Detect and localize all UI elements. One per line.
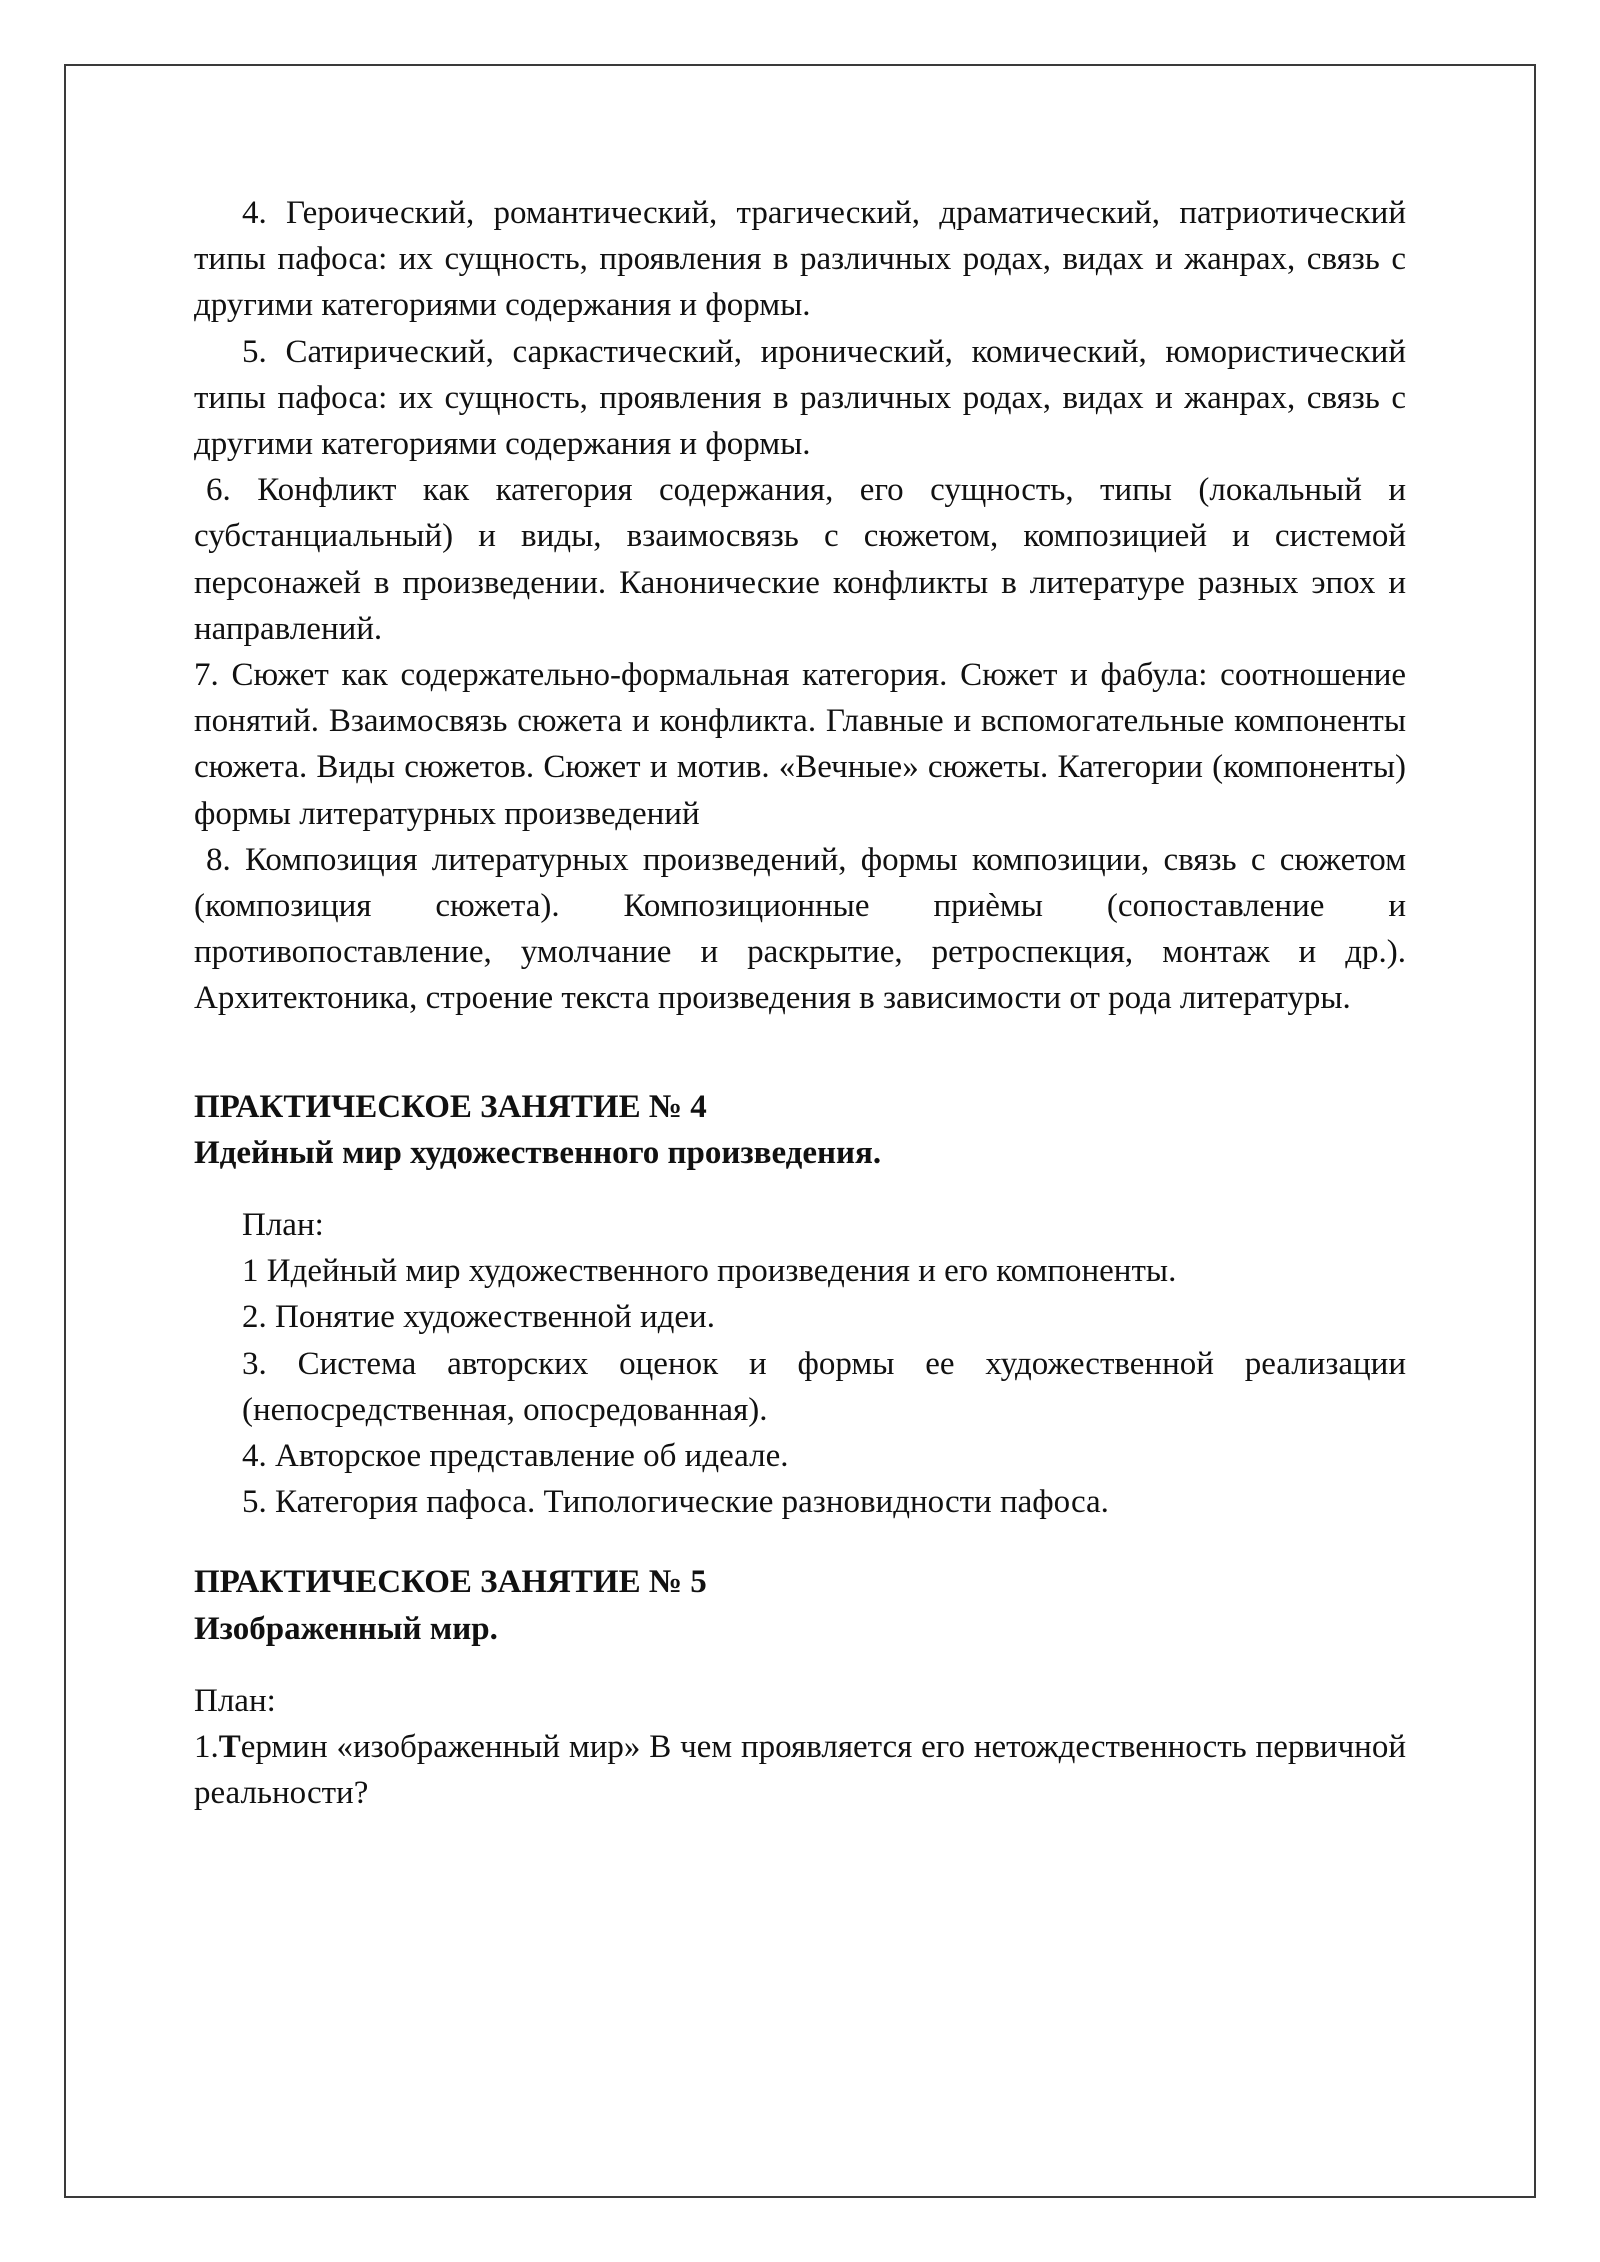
- paragraph-5: 5. Сатирический, саркастический, иронический, комический, юмористический типы пафоса: их сущность, проявления в различных родах, видах и жанрах, связь с другими категориями содержания и формы.: [194, 333, 1406, 463]
- session-5-item-1-number: 1.: [194, 1729, 219, 1766]
- session-4-plan-item-3: 3. Система авторских оценок и формы ее художественной реализации (непосредственная, опосредованная).: [242, 1345, 1406, 1428]
- session-4-plan-item-4: 4. Авторское представление об идеале.: [242, 1438, 789, 1475]
- session-5-item-1-bold-letter: Т: [218, 1729, 241, 1766]
- practical-session-4: [194, 1084, 1406, 1526]
- session-5-plan-item-1: [194, 1724, 1406, 1816]
- practical-session-5: [194, 1559, 1406, 1816]
- session-4-plan-item-1: 1 Идейный мир художественного произведения и его компоненты.: [242, 1253, 1177, 1290]
- session-4-title: ПРАКТИЧЕСКОЕ ЗАНЯТИЕ № 4: [194, 1088, 707, 1125]
- paragraph-7: 7. Сюжет как содержательно-формальная категория. Сюжет и фабула: соотношение понятий. Взаимосвязь сюжета и конфликта. Главные и вспомогательные компоненты сюжета. Виды сюжетов. Сюжет и мотив. «Вечные» сюжеты. Категории (компоненты) формы литературных произведений: [194, 657, 1406, 832]
- session-5-plan-label: План:: [194, 1682, 276, 1719]
- session-4-subtitle: Идейный мир художественного произведения.: [194, 1134, 882, 1171]
- session-5-subtitle: Изображенный мир.: [194, 1610, 498, 1647]
- paragraph-8: 8. Композиция литературных произведений, формы композиции, связь с сюжетом (композиция сюжета). Композиционные приѐмы (сопоставление и противопоставление, умолчание и раскрытие, ретроспекция, монтаж и др.). Архитектоника, строение текста произведения в зависимости от рода литературы.: [194, 841, 1406, 1017]
- session-4-plan: [194, 1202, 1406, 1525]
- session-4-plan-label: План:: [242, 1207, 324, 1244]
- session-5-item-1-text: ермин «изображенный мир» В чем проявляется его нетождественность первичной реальности?: [194, 1729, 1406, 1812]
- document-body: [194, 190, 1406, 1817]
- paragraph-6: 6. Конфликт как категория содержания, его сущность, типы (локальный и субстанциальный) и виды, взаимосвязь с сюжетом, композицией и системой персонажей в произведении. Канонические конфликты в литературе разных эпох и направлений.: [194, 472, 1406, 647]
- session-4-plan-item-5: 5. Категория пафоса. Типологические разновидности пафоса.: [242, 1484, 1109, 1521]
- session-5-title: ПРАКТИЧЕСКОЕ ЗАНЯТИЕ № 5: [194, 1564, 707, 1601]
- session-4-plan-item-2: 2. Понятие художественной идеи.: [242, 1299, 715, 1336]
- paragraph-4: 4. Героический, романтический, трагический, драматический, патриотический типы пафоса: их сущность, проявления в различных родах, видах и жанрах, связь с другими категориями содержания и формы.: [194, 195, 1406, 324]
